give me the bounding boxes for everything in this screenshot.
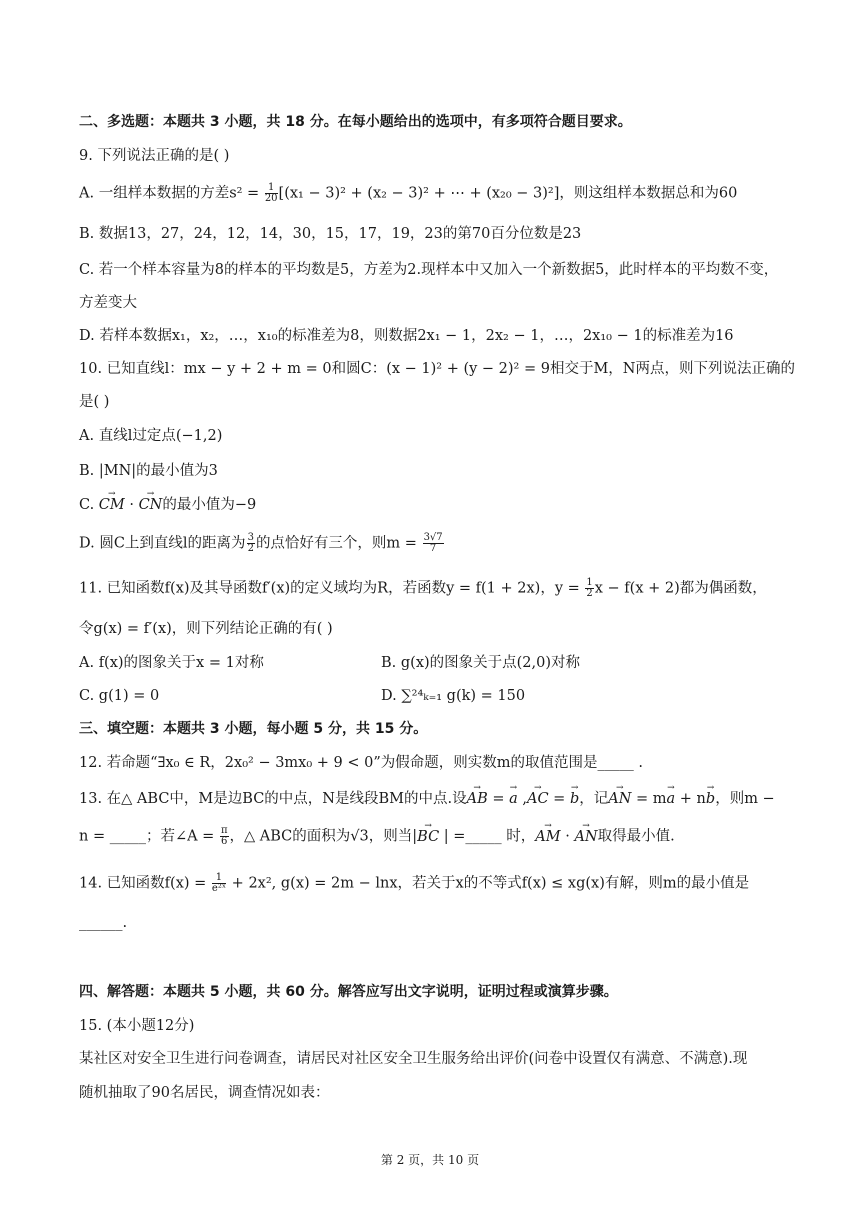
q10-d-f2-den: 7 — [429, 543, 437, 554]
q10-d-pre: D. 圆C上到直线l的距离为 — [79, 535, 246, 552]
q10-d-f2-num: 3√7 — [423, 532, 443, 543]
q10-d-fraction-1 — [247, 533, 255, 554]
q13-l1-a: 13. 在△ ABC中，M是边BC的中点，N是线段BM的中点.设 — [79, 791, 467, 807]
section-4-header: 四、解答题：本题共 5 小题，共 60 分。解答应写出文字说明，证明过程或演算步骤。 — [79, 984, 618, 1000]
q13-l2-a: n = _____；若∠A = — [79, 828, 219, 845]
q13-l1-d: = — [548, 791, 570, 807]
q13-l2-b: ，△ ABC的面积为√3，则当| — [229, 828, 418, 845]
q13-l2-d: · — [560, 828, 575, 845]
q10-c-dot: · — [124, 497, 139, 513]
q14-frac-num: 1 — [212, 873, 226, 884]
q11-stem-post: x − f(x + 2)都为偶函数， — [594, 580, 767, 597]
q13-l1-e: ，记 — [579, 791, 609, 807]
q10-stem-line1: 10. 已知直线l：mx − y + 2 + m = 0和圆C：(x − 1)² + (y − 2)² = 9相交于M，N两点，则下列说法正确的 — [79, 361, 795, 377]
q10-option-b: B. |MN|的最小值为3 — [79, 463, 218, 479]
q11-fraction — [585, 578, 593, 599]
q10-c-post: 的最小值为−9 — [162, 497, 257, 513]
q9-option-c-line1: C. 若一个样本容量为8的样本的平均数是5，方差为2.现样本中又加入一个新数据5，此时样本的平均数不变， — [79, 262, 779, 278]
q10-d-mid: 的点恰好有三个，则m = — [255, 535, 422, 552]
q13-line2 — [79, 826, 675, 847]
q10-d-fraction-2 — [423, 533, 444, 554]
vector-am: → AM — [535, 827, 560, 847]
q13-l2-c: | =_____ 时， — [439, 828, 536, 845]
q14-fraction — [212, 873, 226, 894]
q11-option-d: D. ∑²⁴ₖ₌₁ g(k) = 150 — [381, 688, 526, 704]
q10-stem-line2: 是( ) — [79, 394, 110, 410]
q9-option-c-line2: 方差变大 — [79, 295, 137, 311]
q13-fraction — [220, 826, 229, 847]
q10-c-pre: C. — [79, 497, 99, 513]
vector-b: → b — [570, 789, 579, 809]
vector-b-2: → b — [706, 789, 715, 809]
q9-a-post: [(x₁ − 3)² + (x₂ − 3)² + ⋯ + (x₂₀ − 3)²]，则这组样本数据总和为60 — [278, 185, 738, 202]
q11-frac-den: 2 — [586, 588, 593, 599]
vector-ac: → AC — [527, 789, 549, 809]
q10-d-f1-num: 3 — [247, 532, 254, 543]
q14-line2: ______. — [79, 915, 128, 931]
q13-l1-g: + n — [675, 791, 706, 807]
q13-l1-b: = — [487, 791, 510, 807]
q13-l1-c: , — [517, 791, 527, 807]
section-2-header: 二、多选题：本题共 3 小题，共 18 分。在每小题给出的选项中，有多项符合题目要求。 — [79, 114, 632, 130]
q15-line2: 随机抽取了90名居民，调查情况如表： — [79, 1085, 330, 1101]
q14-l1-pre: 14. 已知函数f(x) = — [79, 875, 211, 892]
vector-a: → a — [509, 789, 518, 809]
vector-cm: → CM — [99, 495, 125, 515]
q9-a-frac-num: 1 — [265, 183, 278, 194]
q11-frac-num: 1 — [586, 577, 593, 588]
q15-line1: 某社区对安全卫生进行问卷调查，请居民对社区安全卫生服务给出评价(问卷中设置仅有满意、不满意).现 — [79, 1051, 748, 1067]
q9-a-pre: A. 一组样本数据的方差s² = — [79, 185, 264, 202]
vector-bc: → BC — [417, 827, 439, 847]
q11-stem-line1 — [79, 578, 767, 599]
vector-cn: → CN — [139, 495, 163, 515]
page-footer: 第 2 页，共 10 页 — [380, 1153, 480, 1167]
q10-option-c — [79, 495, 256, 515]
q14-l1-post: + 2x², g(x) = 2m − lnx，若关于x的不等式f(x) ≤ xg(x)有解，则m的最小值是 — [227, 875, 750, 892]
q9-option-b: B. 数据13，27，24，12，14，30，15，17，19，23的第70百分位数是23 — [79, 226, 582, 242]
q10-option-a: A. 直线l过定点(−1,2) — [79, 428, 223, 444]
q13-l1-f: = m — [631, 791, 667, 807]
vector-an: → AN — [608, 789, 631, 809]
vector-an-2: → AN — [574, 827, 597, 847]
q14-line1 — [79, 873, 749, 894]
vector-a-2: → a — [667, 789, 676, 809]
q10-d-f1-den: 2 — [247, 543, 254, 554]
q15-title: 15. (本小题12分) — [79, 1018, 195, 1034]
q11-stem-pre: 11. 已知函数f(x)及其导函数f′(x)的定义域均为R，若函数y = f(1 + 2x)，y = — [79, 580, 585, 597]
q13-l1-h: ，则m − — [715, 791, 775, 807]
q9-option-a — [79, 183, 737, 204]
q10-option-d — [79, 533, 445, 554]
q9-a-fraction — [265, 183, 278, 204]
q9-option-d: D. 若样本数据x₁，x₂，…，x₁₀的标准差为8，则数据2x₁ − 1，2x₂ − 1，…，2x₁₀ − 1的标准差为16 — [79, 328, 734, 344]
q11-option-b: B. g(x)的图象关于点(2,0)对称 — [381, 655, 581, 671]
q13-l2-e: 取得最小值. — [597, 828, 675, 845]
q12: 12. 若命题“∃x₀ ∈ R，2x₀² − 3mx₀ + 9 < 0”为假命题，则实数m的取值范围是_____ . — [79, 755, 643, 771]
q9-stem: 9. 下列说法正确的是( ) — [79, 148, 230, 164]
q13-frac-num: π — [220, 825, 228, 836]
q11-option-a: A. f(x)的图象关于x = 1对称 — [79, 655, 264, 671]
vector-ab: → AB — [467, 789, 488, 809]
q13-line1 — [79, 789, 775, 809]
q13-frac-den: 6 — [221, 836, 228, 847]
section-3-header: 三、填空题：本题共 3 小题，每小题 5 分，共 15 分。 — [79, 721, 428, 737]
q11-stem-line2: 令g(x) = f′(x)，则下列结论正确的有( ) — [79, 621, 333, 637]
q11-option-c: C. g(1) = 0 — [79, 688, 160, 704]
q9-a-frac-den: 20 — [264, 193, 278, 204]
q14-frac-den: e²ˣ — [211, 883, 227, 894]
